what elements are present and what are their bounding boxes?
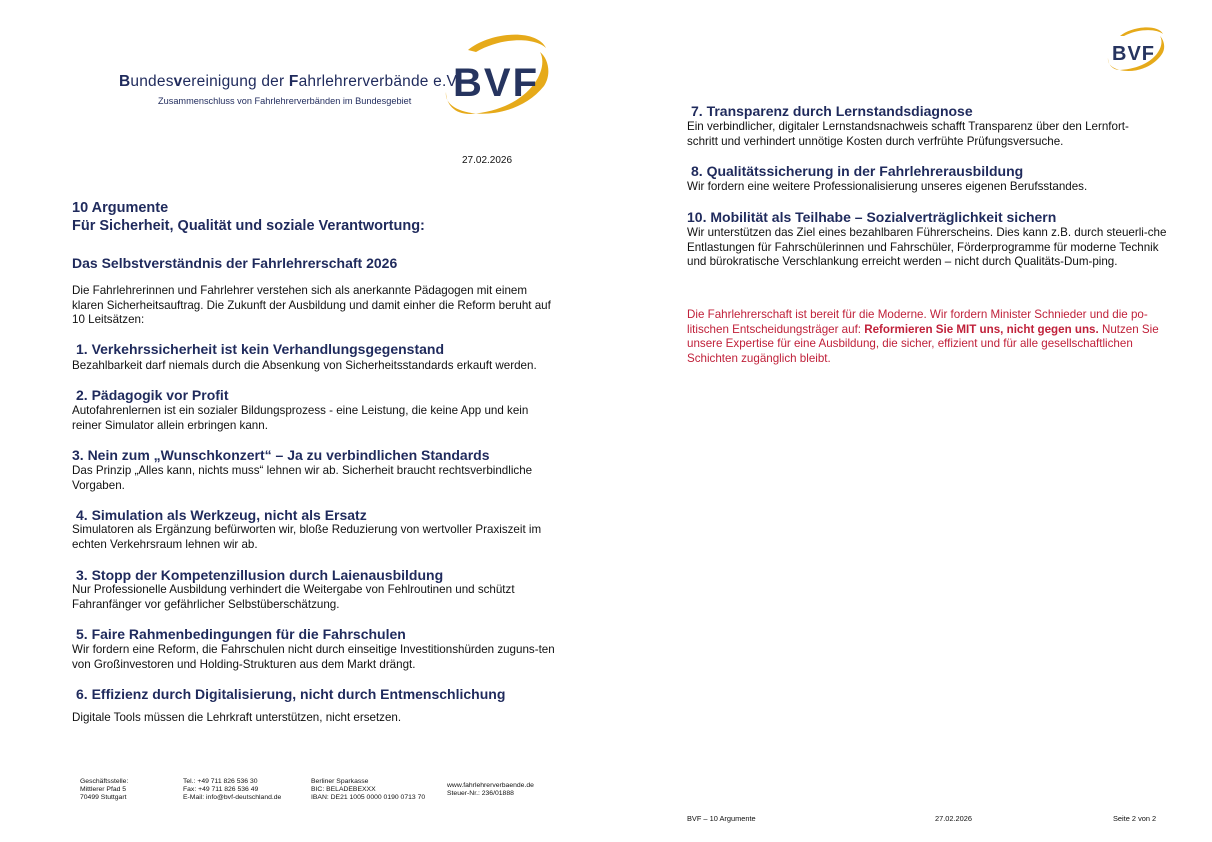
argument-text: Nur Professionelle Ausbildung verhindert die Weitergabe von Fehlroutinen und schützt Fahranfänger vor gefährlicher Selbstüberschätzung.	[72, 583, 515, 611]
argument-heading: 4. Simulation als Werkzeug, nicht als Ersatz	[76, 507, 367, 523]
argument-text: Wir fordern eine weitere Professionalisierung unseres eigenen Berufsstandes.	[687, 180, 1088, 193]
argument-heading: 3. Stopp der Kompetenzillusion durch Laienausbildung	[76, 567, 444, 583]
argument-heading: 8. Qualitätssicherung in der Fahrlehrerausbildung	[691, 163, 1024, 179]
logo-text: BVF	[1112, 43, 1155, 65]
bvf-logo-small	[1104, 24, 1168, 76]
argument-text: Ein verbindlicher, digitaler Lernstandsnachweis schafft Transparenz über den Lernfort-schritt und verhindert unnötige Kosten durch verfrühte Prüfungsversuche.	[687, 120, 1129, 148]
argument-heading: 2. Pädagogik vor Profit	[76, 387, 229, 403]
argument-heading: 3. Nein zum „Wunschkonzert“ – Ja zu verbindlichen Standards	[72, 447, 490, 463]
argument-heading: 6. Effizienz durch Digitalisierung, nicht durch Entmenschlichung	[76, 686, 506, 702]
argument-text: Bezahlbarkeit darf niemals durch die Absenkung von Sicherheitsstandards erkauft werden.	[72, 359, 537, 372]
argument-text: Simulatoren als Ergänzung befürworten wir, bloße Reduzierung von wertvoller Praxiszeit im echten Verkehrsraum lehnen wir ab.	[72, 523, 542, 551]
footer-contact: Tel.: +49 711 826 536 30 Fax: +49 711 826 536 49 E-Mail: info@bvf-deutschland.de	[183, 778, 282, 801]
footer-web: www.fahrlehrerverbaende.de Steuer-Nr.: 236/01888	[447, 782, 534, 797]
header-date: 27.02.2026	[462, 155, 513, 166]
bvf-logo	[440, 30, 552, 124]
argument-text: Wir fordern eine Reform, die Fahrschulen nicht durch einseitige Investitionshürden zuguns-ten von Großinvestoren und Holding-Strukturen aus dem Markt drängt.	[72, 643, 555, 671]
intro-paragraph: Die Fahrlehrerinnen und Fahrlehrer verstehen sich als anerkannte Pädagogen mit einem klaren Sicherheitsauftrag. Die Zukunft der Ausbildung und damit einher die Reform beruht auf 10 Leitsätzen:	[72, 284, 551, 326]
logo-swoosh-upper	[468, 35, 546, 52]
footer-bank: Berliner Sparkasse BIC: BELADEBEXXX IBAN: DE21 1005 0000 0190 0713 70	[311, 778, 426, 801]
section-heading: Das Selbstverständnis der Fahrlehrerschaft 2026	[72, 255, 398, 271]
logo-text: BVF	[453, 61, 539, 105]
argument-text: Wir unterstützen das Ziel eines bezahlbaren Führerscheins. Dies kann z.B. durch steuerli-che Entlastungen für Fahrschülerinnen und Fahrschüler, Förderprogramme für moderne Technik und bürokratische Verschlankung erreicht werden – nicht durch Qualitäts-Dum-ping.	[687, 226, 1167, 268]
logo-swoosh-upper	[1120, 27, 1163, 36]
argument-heading: 1. Verkehrssicherheit ist kein Verhandlungsgegenstand	[76, 341, 445, 357]
argument-text: Das Prinzip „Alles kann, nichts muss“ lehnen wir ab. Sicherheit braucht rechtsverbindliche Vorgaben.	[72, 464, 533, 492]
argument-heading: 10. Mobilität als Teilhabe – Sozialverträglichkeit sichern	[687, 209, 1057, 225]
argument-text: Autofahrenlernen ist ein sozialer Bildungsprozess - eine Leistung, die keine App und kein reiner Simulator allein erbringen kann.	[72, 404, 529, 432]
closing-statement: Die Fahrlehrerschaft ist bereit für die Moderne. Wir fordern Minister Schnieder und die po-litischen Entscheidungsträger auf: Reformieren Sie MIT uns, nicht gegen uns. Nutzen Sie unsere Expertise für eine Ausbildung, die sicher, effizient und für alle gesellschaftlichen Schichten zugänglich bleibt.	[687, 308, 1159, 365]
organization-subtitle: Zusammenschluss von Fahrlehrerverbänden im Bundesgebiet	[158, 96, 412, 106]
argument-text: Digitale Tools müssen die Lehrkraft unterstützen, nicht ersetzen.	[72, 711, 402, 724]
argument-heading: 5. Faire Rahmenbedingungen für die Fahrschulen	[76, 626, 406, 642]
footer-date: 27.02.2026	[935, 814, 972, 823]
argument-heading: 7. Transparenz durch Lernstandsdiagnose	[691, 103, 973, 119]
footer-document-title: BVF – 10 Argumente	[687, 814, 756, 823]
organization-name: Bundesvereinigung der Fahrlehrerverbände e.V.	[119, 73, 461, 90]
footer-office: Geschäftsstelle: Mittlerer Pfad 5 70499 Stuttgart	[80, 778, 129, 801]
title-line-2: Für Sicherheit, Qualität und soziale Verantwortung:	[72, 218, 425, 234]
title-line-1: 10 Argumente	[72, 200, 169, 216]
footer-page-number: Seite 2 von 2	[1113, 814, 1157, 823]
